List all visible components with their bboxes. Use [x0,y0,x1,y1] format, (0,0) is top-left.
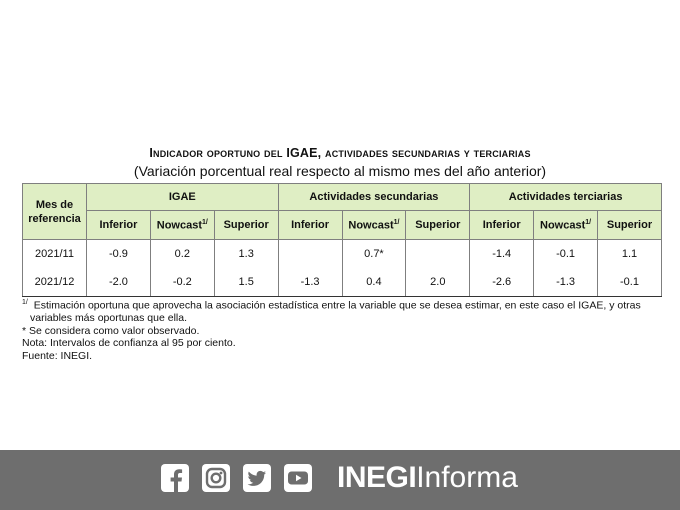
table-notes [22,297,670,362]
twitter-icon[interactable] [243,464,271,492]
footer-bar [0,450,680,510]
cell-value: -0.9 [87,240,151,269]
subheader-superior: Superior [214,211,278,240]
subheader-nowcast: Nowcast$^{1/}$ [534,211,598,240]
cell-value: 1.3 [214,240,278,269]
youtube-icon[interactable] [284,464,312,492]
instagram-icon[interactable] [202,464,230,492]
cell-value: -1.3 [534,268,598,297]
subheader-inferior: Inferior [278,211,342,240]
cell-value: 0.4 [342,268,406,297]
inegi-informa-logo: INEGIInforma [337,461,518,494]
table-title: Indicador oportuno del IGAE, actividades secundarias y terciarias [149,146,531,160]
cell-value [406,240,470,269]
cell-value: 2.0 [406,268,470,297]
cell-value: 0.2 [150,240,214,269]
table-row [23,240,662,269]
igae-table [22,183,662,297]
social-icons [161,464,312,492]
table-row [23,268,662,297]
subheader-superior: Superior [598,211,662,240]
footnote-1-continued: variables más oportunas que ella. [30,312,188,324]
cell-value: -2.6 [470,268,534,297]
cell-value: -1.4 [470,240,534,269]
cell-value: -0.2 [150,268,214,297]
facebook-icon[interactable] [161,464,189,492]
footnote-star: * Se considera como valor observado. [22,324,200,337]
cell-value [278,240,342,269]
cell-value: -0.1 [598,268,662,297]
header-mes-referencia: Mes de referencia [23,184,87,240]
cell-value: -1.3 [278,268,342,297]
cell-month: 2021/11 [23,240,87,269]
cell-value: 1.1 [598,240,662,269]
footnote-fuente: Fuente: INEGI. [22,349,93,362]
subheader-inferior: Inferior [87,211,151,240]
header-group-secundarias: Actividades secundarias [278,184,470,211]
cell-value: -0.1 [534,240,598,269]
cell-month: 2021/12 [23,268,87,297]
table-subtitle: (Variación porcentual real respecto al mismo mes del año anterior) [133,163,547,179]
footnote-1: $^{1/}$ Estimación oportuna que aprovecha la asociación estadística entre la variable que se desea estimar, en este caso el IGAE, y otras [22,299,641,312]
subheader-nowcast: Nowcast$^{1/}$ [342,211,406,240]
subheader-superior: Superior [406,211,470,240]
footnote-nota: Nota: Intervalos de confianza al 95 por ciento. [22,337,236,349]
header-group-igae: IGAE [87,184,279,211]
cell-value: 1.5 [214,268,278,297]
header-group-terciarias: Actividades terciarias [470,184,662,211]
subheader-nowcast: Nowcast$^{1/}$ [150,211,214,240]
cell-value: 0.7* [342,240,406,269]
subheader-inferior: Inferior [470,211,534,240]
cell-value: -2.0 [87,268,151,297]
